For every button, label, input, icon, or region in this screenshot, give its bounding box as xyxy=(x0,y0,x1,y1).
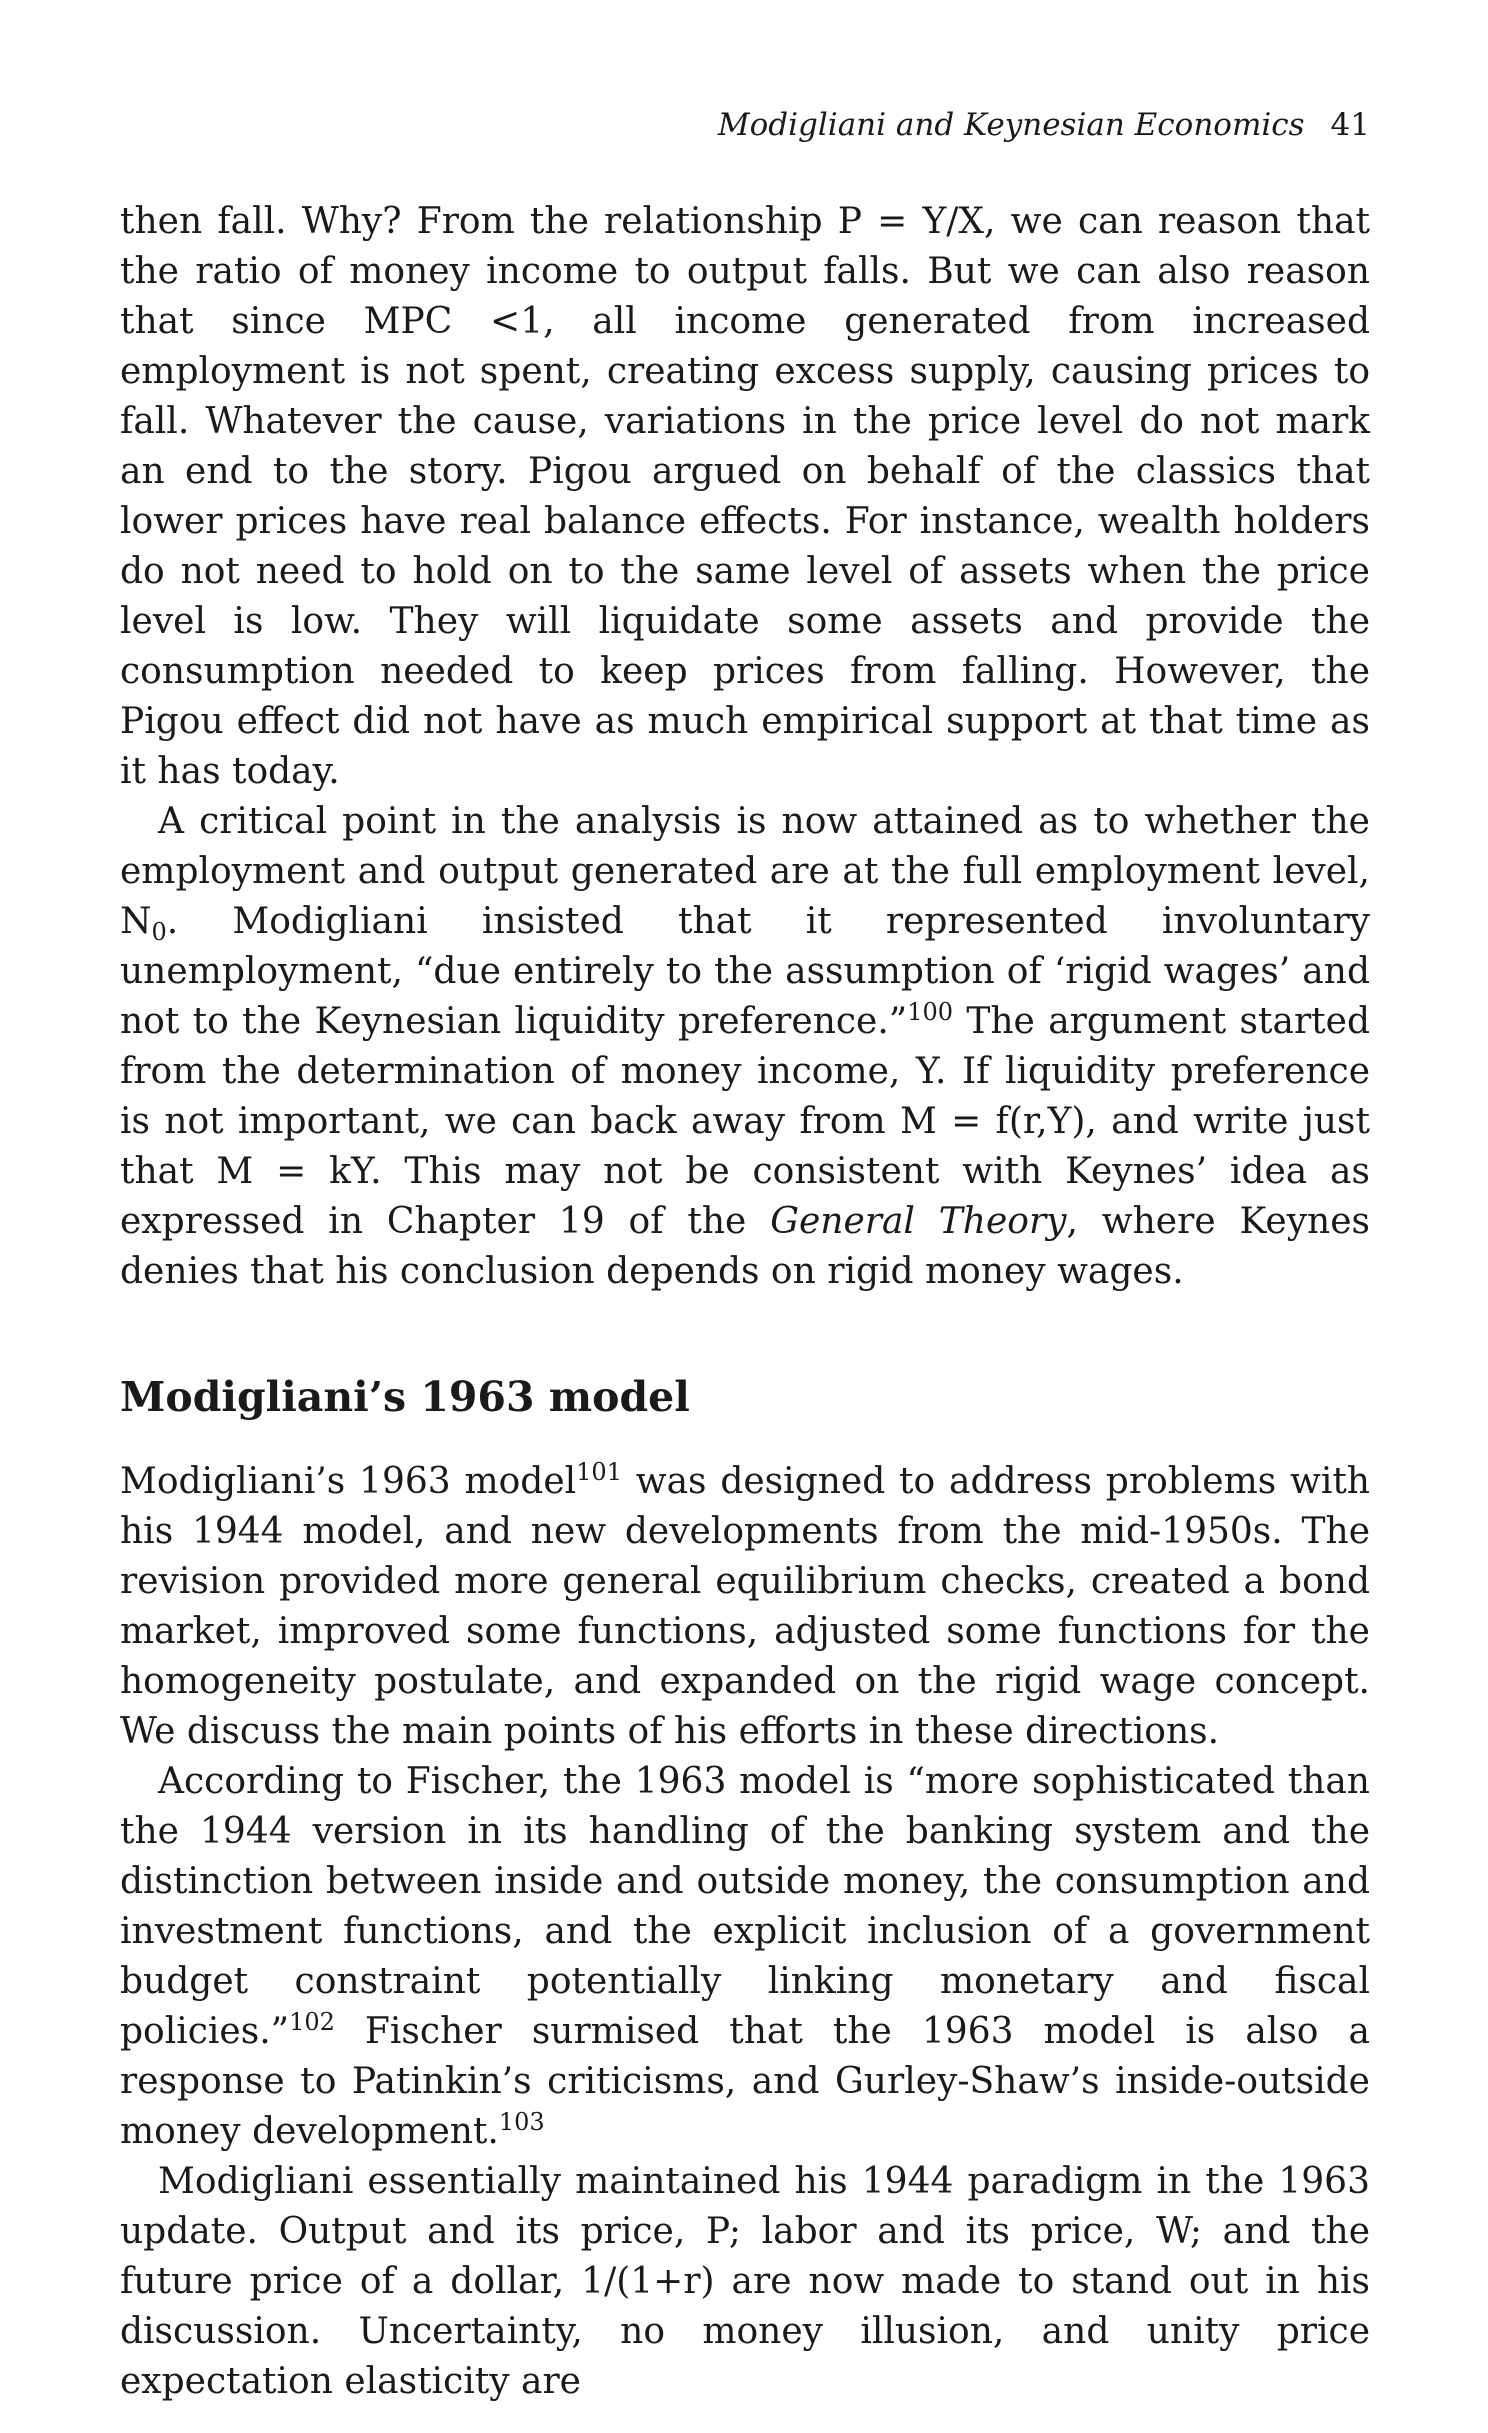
paragraph-2-text-c: The argument started from the determination of money income, Y. If liquidity preference is not important, we can back away from M = f(r,Y), and write just that M = kY. This may not be consistent with Keynes’ idea as expressed in Chapter 19 of the xyxy=(120,1001,1370,1242)
running-head xyxy=(120,105,1370,145)
paragraph-1: then fall. Why? From the relationship P = Y/X, we can reason that the ratio of money income to output falls. But we can also reason that since MPC <1, all income generated from increased employment is not spent, creating excess supply, causing prices to fall. Whatever the cause, variations in the price level do not mark an end to the story. Pigou argued on behalf of the classics that lower prices have real balance effects. For instance, wealth holders do not need to hold on to the same level of assets when the price level is low. They will liquidate some assets and provide the consumption needed to keep prices from falling. However, the Pigou effect did not have as much empirical support at that time as it has today. xyxy=(120,201,1370,792)
paragraph-5: Modigliani essentially maintained his 1944 paradigm in the 1963 update. Output and its price, P; labor and its price, W; and the future price of a dollar, 1/(1+r) are now made to stand out in his discussion. Uncertainty, no money illusion, and unity price expectation elasticity are xyxy=(120,2161,1370,2402)
footnote-ref-101: 101 xyxy=(576,1458,622,1486)
paragraph-3-text-a: Modigliani’s 1963 model xyxy=(120,1461,577,1502)
paragraph-4-text-a: According to Fischer, the 1963 model is “more sophisticated than the 1944 version in its handling of the banking system and the distinction between inside and outside money, the consumption and investment functions, and the explicit inclusion of a government budget constraint potentially linking monetary and fiscal policies.” xyxy=(120,1761,1370,2052)
paragraph-4 xyxy=(120,1757,1370,2157)
paragraph-2-text-a: A critical point in the analysis is now attained as to whether the employment and output generated are at the full employment level, N xyxy=(120,801,1370,942)
footnote-ref-100: 100 xyxy=(907,998,954,1026)
running-head-title: Modigliani and Keynesian Economics xyxy=(717,107,1305,143)
book-title-general-theory: General Theory xyxy=(770,1201,1067,1242)
paragraph-2-text-d: , where Keynes denies that his conclusion depends on rigid money wages. xyxy=(120,1201,1370,1292)
page xyxy=(120,105,1370,2407)
subscript-n0: 0 xyxy=(151,918,167,946)
page-number: 41 xyxy=(1330,107,1370,143)
paragraph-3-text-b: was designed to address problems with his 1944 model, and new developments from the mid-1950s. The revision provided more general equilibrium checks, created a bond market, improved some functions, adjusted some functions for the homogeneity postulate, and expanded on the rigid wage concept. We discuss the main points of his efforts in these directions. xyxy=(120,1461,1370,1752)
section-heading: Modigliani’s 1963 model xyxy=(120,1373,690,1421)
footnote-ref-102: 102 xyxy=(289,2008,335,2036)
paragraph-3 xyxy=(120,1457,1370,1757)
paragraph-2 xyxy=(120,797,1370,1297)
paragraph-2-text-b: . Modigliani insisted that it represented involuntary unemployment, “due entirely to the assumption of ‘rigid wages’ and not to the Keynesian liquidity preference.” xyxy=(120,901,1370,1042)
footnote-ref-103: 103 xyxy=(498,2108,545,2136)
paragraph-4-text-b: Fischer surmised that the 1963 model is also a response to Patinkin’s criticisms, and Gurley-Shaw’s inside-outside money development. xyxy=(120,2011,1370,2152)
